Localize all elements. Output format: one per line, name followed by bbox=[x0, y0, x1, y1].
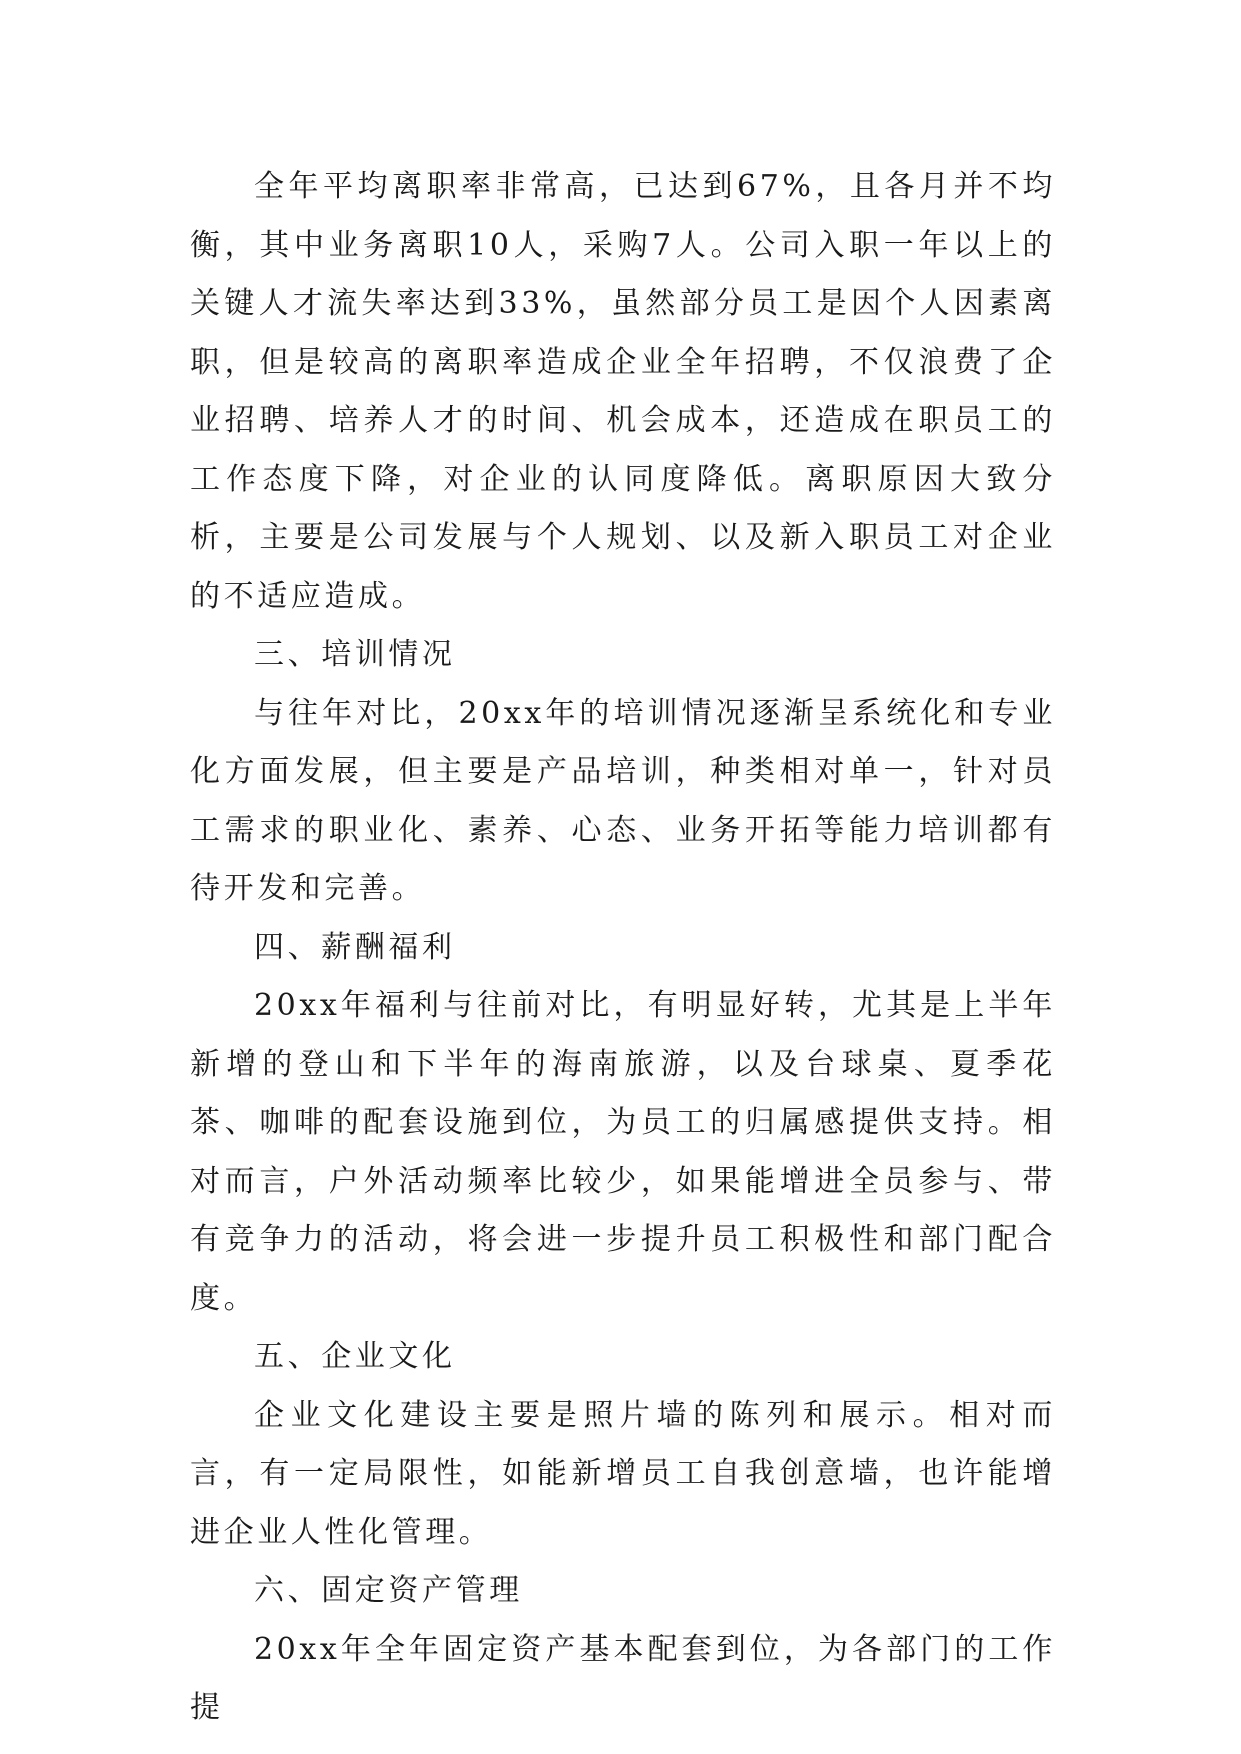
paragraph-training: 与往年对比，20xx年的培训情况逐渐呈系统化和专业化方面发展，但主要是产品培训，种类相对单一，针对员工需求的职业化、素养、心态、业务开拓等能力培训都有待开发和完善。 bbox=[190, 695, 1056, 906]
paragraph-fixed-assets: 20xx年全年固定资产基本配套到位，为各部门的工作提 bbox=[190, 1631, 1056, 1725]
paragraph-compensation: 20xx年福利与往前对比，有明显好转，尤其是上半年新增的登山和下半年的海南旅游，以及台球桌、夏季花茶、咖啡的配套设施到位，为员工的归属感提供支持。相对而言，户外活动频率比较少，如果能增进全员参与、带有竞争力的活动，将会进一步提升员工积极性和部门配合度。 bbox=[190, 988, 1056, 1316]
heading-compensation: 四、薪酬福利 bbox=[254, 929, 456, 965]
document-body bbox=[190, 158, 1056, 1738]
heading-culture: 五、企业文化 bbox=[254, 1339, 456, 1374]
heading-fixed-assets: 六、固定资产管理 bbox=[254, 1573, 523, 1608]
paragraph-turnover: 全年平均离职率非常高，已达到67%，且各月并不均衡，其中业务离职10人，采购7人。公司入职一年以上的关键人才流失率达到33%，虽然部分员工是因个人因素离职，但是较高的离职率造成企业全年招聘，不仅浪费了企业招聘、培养人才的时间、机会成本，还造成在职员工的工作态度下降，对企业的认同度降低。离职原因大致分析，主要是公司发展与个人规划、以及新入职员工对企业的不适应造成。 bbox=[190, 169, 1056, 614]
heading-training: 三、培训情况 bbox=[254, 637, 456, 672]
paragraph-culture: 企业文化建设主要是照片墙的陈列和展示。相对而言，有一定局限性，如能新增员工自我创意墙，也许能增进企业人性化管理。 bbox=[190, 1397, 1056, 1550]
